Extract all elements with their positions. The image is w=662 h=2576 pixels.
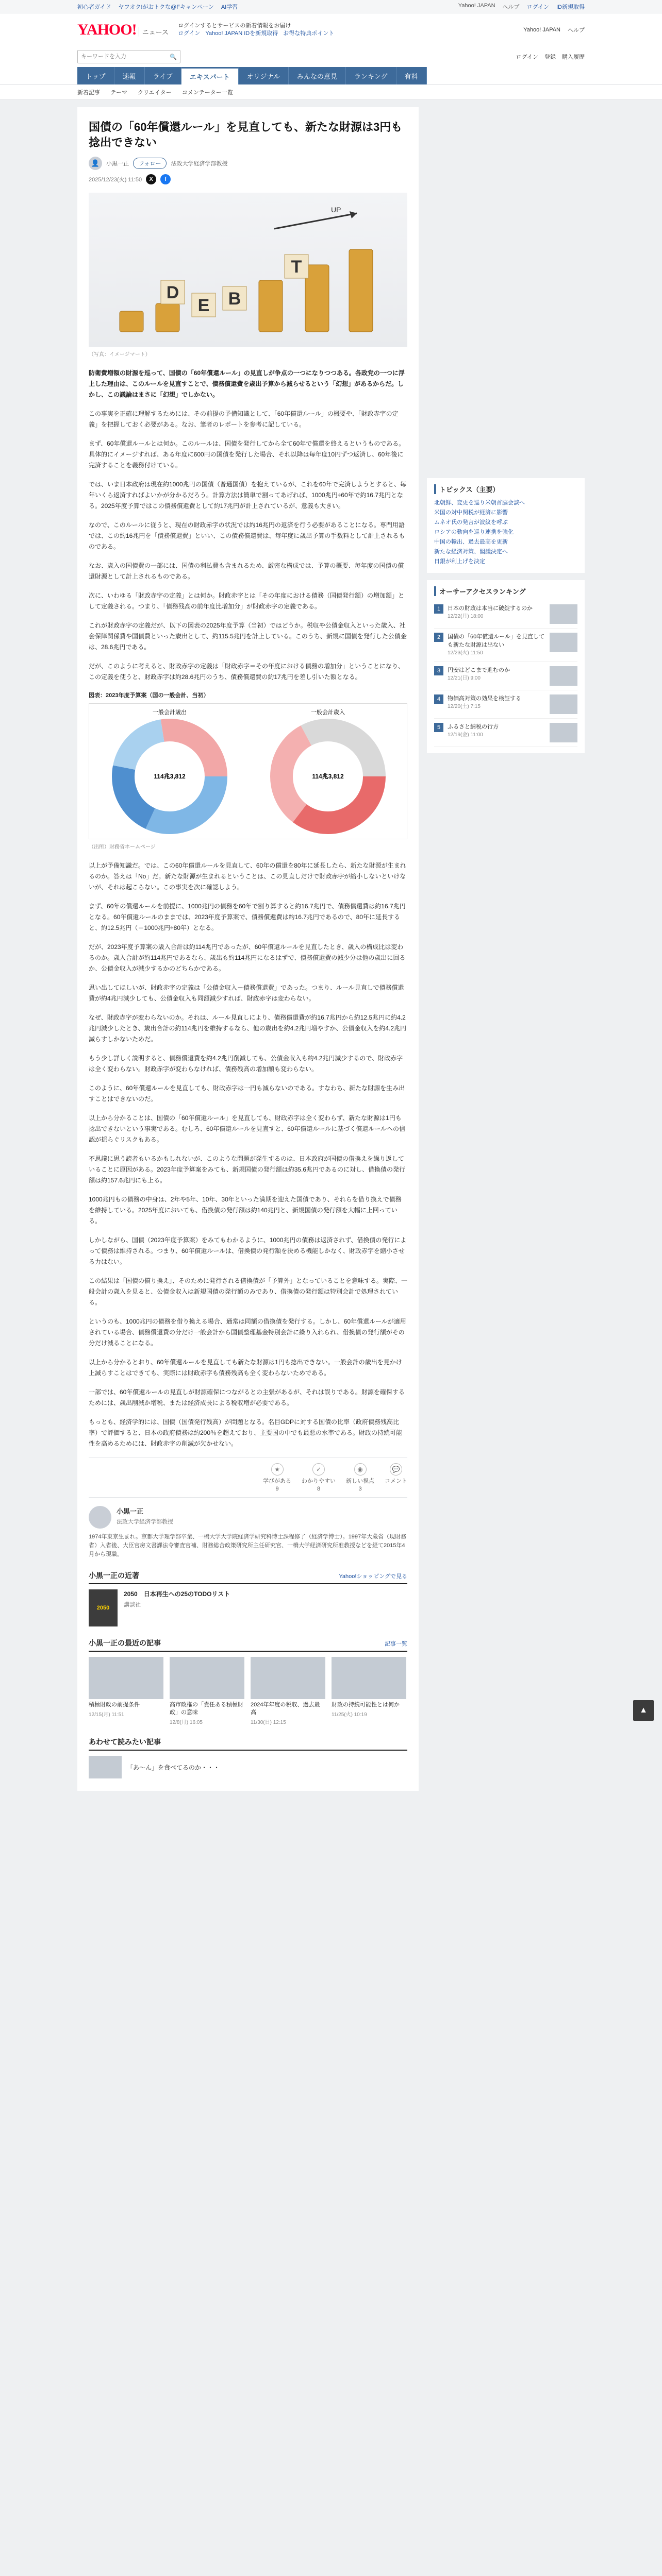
- recent-articles: [89, 1657, 407, 1725]
- paragraph: 以上から分かるとおり、60年償還ルールを見直しても新たな財源は1円も捻出できない。一般会計の歳出を見かけ上減らすことはできても、実際には財政赤字も債務残高も全く変わらないためである。: [89, 1359, 402, 1377]
- related-section-title: あわせて読みたい記事: [89, 1738, 161, 1746]
- header-benefit-link[interactable]: お得な特典ポイント: [283, 30, 335, 37]
- revenue-label: 一般会計歳入: [311, 709, 345, 716]
- recent-thumbnail: [170, 1657, 244, 1699]
- all-articles-link[interactable]: 記事一覧: [385, 1641, 407, 1647]
- figure-title: 図表：2023年度予算案（国の一般会計、当初）: [89, 692, 209, 699]
- reaction-clear[interactable]: [302, 1463, 336, 1492]
- account-login[interactable]: ログイン: [516, 54, 538, 60]
- reaction-bar: [89, 1458, 407, 1498]
- paragraph: というのも、1000兆円の債務を借り換える場合、通常は同額の借換債を発行する。しかし、60年償還ルールが適用されている場合、債務償還費の分だけ一般会計から国債整理基金特別会計に繰り入れられ、借換債の発行額がその分だけ減ることになる。: [89, 1318, 406, 1347]
- svg-text:E: E: [197, 296, 210, 315]
- paragraph: このように、60年償還ルールを見直しても、財政赤字は一円も減らないのである。すなわち、新たな財源を生み出すことはできないのだ。: [89, 1084, 405, 1103]
- recent-thumbnail: [332, 1657, 406, 1699]
- sidebar: [427, 107, 585, 1791]
- reaction-count: 9: [275, 1486, 279, 1492]
- svg-text:D: D: [166, 283, 179, 302]
- ranking-item[interactable]: [434, 662, 577, 690]
- topic-link[interactable]: 北朝鮮、変更を巡り米朝首脳会談へ: [434, 500, 525, 506]
- reaction-count: 3: [358, 1486, 362, 1492]
- tab-top[interactable]: トップ: [77, 67, 114, 84]
- profile-role: 法政大学経済学部教授: [117, 1519, 173, 1525]
- recent-date: 12/8(月) 16:05: [170, 1720, 203, 1725]
- svg-text:B: B: [228, 289, 241, 309]
- related-article[interactable]: [89, 1756, 407, 1778]
- topics-box: [427, 478, 585, 573]
- recent-date: 11/30(日) 12:15: [251, 1720, 286, 1725]
- tab-paid[interactable]: 有料: [396, 67, 427, 84]
- util-link-yahoo[interactable]: Yahoo! JAPAN: [458, 2, 495, 9]
- author-role: 法政大学経済学部教授: [171, 161, 228, 167]
- recent-article[interactable]: [170, 1657, 244, 1725]
- tab-breaking[interactable]: 速報: [114, 67, 145, 84]
- ranking-title: オーサーアクセスランキング: [434, 586, 577, 596]
- reaction-label: 新しい視点: [346, 1478, 374, 1484]
- svg-text:UP: UP: [331, 206, 341, 214]
- book-cover: 2050: [89, 1589, 118, 1626]
- util-link-login[interactable]: ログイン: [526, 4, 549, 10]
- author-avatar[interactable]: [89, 1506, 111, 1529]
- paragraph: これが財政赤字の定義だが、以下の図表の2025年度予算（当初）ではどうか。税収や公債金収入といった歳入、社会保障関係費や国債費といった歳出として、約115.5兆円を計上している。このうち、新規に国債を発行した公債金は、28.6兆円である。: [89, 622, 407, 651]
- related-thumbnail: [89, 1756, 122, 1778]
- rank-title: 物価高対策の効果を検証する: [448, 696, 521, 702]
- tab-original[interactable]: オリジナル: [239, 67, 289, 84]
- search-input[interactable]: [81, 54, 167, 60]
- paragraph: 思い出してほしいが、財政赤字の定義は「公債金収入－債務償還費」であった。つまり、ルール見直しで債務償還費が約4兆円減少しても、公債金収入も同額減少すれば、財政赤字は変わらない。: [89, 984, 404, 1002]
- topic-link[interactable]: ムネオ氏の発言が波紋を呼ぶ: [434, 519, 508, 526]
- x-share-icon[interactable]: X: [146, 174, 156, 184]
- rank-title: ふるさと納税の行方: [448, 724, 499, 730]
- recent-date: 11/25(火) 10:19: [332, 1712, 367, 1718]
- rank-date: 12/19(金) 11:00: [448, 732, 483, 738]
- related-section-header: [89, 1737, 407, 1751]
- avatar[interactable]: 👤: [89, 157, 102, 170]
- header-help-link[interactable]: ヘルプ: [568, 27, 585, 33]
- subnav-theme[interactable]: テーマ: [110, 89, 127, 96]
- book-item[interactable]: [89, 1589, 407, 1626]
- author-line: [89, 157, 407, 170]
- debt-coins-illustration: [89, 193, 407, 347]
- rank-number: 5: [434, 723, 443, 732]
- recent-thumbnail: [89, 1657, 163, 1699]
- facebook-share-icon[interactable]: f: [160, 174, 171, 184]
- reaction-label: 学びがある: [263, 1478, 291, 1484]
- tab-expert[interactable]: エキスパート: [181, 67, 239, 84]
- rank-thumbnail: [550, 723, 577, 742]
- paragraph: だが、2023年度予算案の歳入合計は約114兆円であったが、60年償還ルールを見直したとき、歳入の構成比は変わるのか。歳入合計が約114兆円であるなら、歳出も約114兆円になるはずで、債務償還費の減少分は他の歳出に回るか、公債金収入が減少するかのどちらかである。: [89, 943, 406, 972]
- rank-thumbnail: [550, 666, 577, 686]
- util-link-register[interactable]: ID新規取得: [556, 4, 585, 10]
- book-section-title: 小黒一正の近著: [89, 1571, 139, 1580]
- header-login-link[interactable]: ログイン: [177, 30, 201, 37]
- util-link-guide[interactable]: 初心者ガイド: [77, 4, 111, 10]
- subnav-commentator[interactable]: コメンテーター一覧: [181, 89, 233, 96]
- rank-thumbnail: [550, 694, 577, 714]
- header-notice: ログインするとサービスの新着情報をお届け: [177, 23, 291, 29]
- profile-description: 1974年東京生まれ。京都大学理学部卒業、一橋大学大学院経済学研究科博士課程修了（経済学博士）。1997年大蔵省（現財務省）入省後、大臣官房文書課法令審査官補、財務総合政策研究所主任研究官、一橋大学経済研究所准教授などを経て2015年4月から現職。: [89, 1534, 407, 1557]
- rank-title: 国債の「60年償還ルール」を見直しても新たな財源は出ない: [448, 634, 545, 648]
- search-row: [0, 46, 662, 67]
- follow-button[interactable]: フォロー: [133, 158, 167, 169]
- account-history[interactable]: 購入履歴: [562, 54, 585, 60]
- rank-date: 12/21(日) 9:00: [448, 675, 481, 681]
- subnav-creator[interactable]: クリエイター: [138, 89, 172, 96]
- rank-title: 円安はどこまで進むのか: [448, 667, 510, 673]
- search-icon[interactable]: 🔍: [170, 54, 177, 60]
- paragraph: では、いま日本政府は現在約1000兆円の国債（普通国債）を抱えているが、これを60年で完済しようとすると、毎年いくら返済すればよいかが分かるだろう。計算方法は簡単で割ってあげれば、1000兆円÷60年で約16.7兆円となる。2025年度予算ではこの債務償還費として約17兆円が計上されているが、意義も大きい。: [89, 481, 407, 510]
- figure-box: [89, 703, 407, 839]
- paragraph: まず、60年の償還ルールを前提に、1000兆円の債務を60年で割り算すると約16.7兆円で、債務償還費は約16.7兆円となる。60年償還ルールのままでは、2023年度予算案で、債務償還費は約16.7兆円であるので、80年に延長すると、約12.5兆円（＝1000兆円÷80年）となる。: [89, 903, 406, 931]
- util-link-campaign[interactable]: ヤフオク!がおトクな@Fキャンペーン: [118, 4, 214, 10]
- comment-label: コメント: [385, 1478, 407, 1484]
- related-caption: 「あ～ん」を食べてるのか・・・: [127, 1764, 220, 1771]
- date-line: [89, 174, 407, 184]
- book-section-header: [89, 1570, 407, 1584]
- subnav-new[interactable]: 新着記事: [77, 89, 100, 96]
- reaction-learn[interactable]: [263, 1463, 291, 1492]
- header-register-link[interactable]: Yahoo! JAPAN IDを新規取得: [205, 30, 278, 37]
- eye-icon: ◉: [354, 1463, 367, 1476]
- rank-date: 12/20(土) 7:15: [448, 704, 481, 709]
- rank-thumbnail: [550, 604, 577, 624]
- rank-date: 12/22(月) 18:00: [448, 614, 484, 619]
- article-date: 2025/12/23(火) 11:50: [89, 177, 142, 183]
- paragraph: だが、このように考えると、財政赤字の定義は「財政赤字＝その年度における債務の増加分」ということになり、この定義を使うと、財政赤字は約28.6兆円のうち、債務償還費の約17兆円を差し引いた額となる。: [89, 663, 405, 681]
- account-register[interactable]: 登録: [544, 54, 556, 60]
- rank-date: 12/23(火) 11:50: [448, 650, 483, 656]
- search-box: [77, 50, 180, 63]
- article-body-2: [89, 860, 407, 1449]
- recent-article[interactable]: [332, 1657, 406, 1725]
- paragraph: 1000兆円もの債務の中身は、2年や5年、10年、30年といった満期を迎えた国債であり、それらを借り換えで債務を維持している。2025年度においても、借換債の発行額は約140兆円と、新規国債の発行額を大幅に上回っている。: [89, 1196, 402, 1225]
- site-header: [0, 13, 662, 46]
- recent-article[interactable]: [89, 1657, 163, 1725]
- ranking-item[interactable]: [434, 719, 577, 747]
- header-links: [178, 22, 334, 38]
- util-link-help[interactable]: ヘルプ: [502, 4, 520, 10]
- comment-button[interactable]: [385, 1463, 407, 1492]
- sub-nav: [0, 84, 662, 100]
- paragraph: 以上が予備知識だ。では、この60年償還ルールを見直して、60年の償還を80年に延長したら、新たな財源が生まれるのか。答えは「No」だ。新たな財源が生まれるということは、この見直しだけで財政赤字が縮小しないといけないが、それは起こらない。この事実を次に確認しよう。: [89, 862, 406, 891]
- topic-link[interactable]: 新たな経済対策、閣議決定へ: [434, 549, 508, 555]
- profile-name[interactable]: 小黒一正: [117, 1507, 144, 1515]
- expenditure-donut: [92, 707, 245, 836]
- rank-title: 日本の財政は本当に破綻するのか: [448, 605, 533, 612]
- tab-ranking[interactable]: ランキング: [346, 67, 396, 84]
- revenue-donut: [251, 707, 404, 836]
- paragraph: 以上から分かることは、国債の「60年償還ルール」を見直しても、財政赤字は全く変わらず、新たな財源は1円も捻出できないという事実である。むしろ、60年償還ルールを見直すと、60年償還ルールに基づく償還ルールへの信認が揺らぐリスクもある。: [89, 1114, 405, 1143]
- revenue-total: 114兆3,812: [312, 773, 344, 780]
- topic-link[interactable]: 中国の輸出、過去最高を更新: [434, 539, 508, 545]
- paragraph: しかしながら、国債（2023年度予算案）をみてもわかるように、1000兆円の債務は返済されず、借換債の発行によって債務は維持される。つまり、60年償還ルールは、借換債の発行額を決める機能しかなく、財政赤字を縮小させる力はない。: [89, 1236, 407, 1265]
- author-name[interactable]: 小黒一正: [106, 161, 129, 167]
- ranking-item[interactable]: [434, 600, 577, 629]
- reaction-label: わかりやすい: [302, 1478, 336, 1484]
- utility-bar: [0, 0, 662, 13]
- page-top-button[interactable]: ▲: [633, 1700, 654, 1721]
- recent-caption: 財政の持続可能性とは何か: [332, 1702, 400, 1708]
- rank-number: 1: [434, 604, 443, 614]
- paragraph: この事実を正確に理解するためには、その前提の予備知識として、「60年償還ルール」の概要や、「財政赤字の定義」を把握しておく必要がある。なお、筆者のレポートを参考に記している。: [89, 410, 399, 428]
- recent-caption: 高市政権の「責任ある積極財政」の意味: [170, 1702, 243, 1716]
- paragraph: この結果は「国債の償り換え」、そのために発行される借換債が「予算外」となっていることを意味する。実際、一般会計の歳入を見ると、公債金収入は新規国債の発行額のみであり、借換債の発行額は特別会計で処理されている。: [89, 1277, 408, 1306]
- reaction-new-view[interactable]: [346, 1463, 374, 1492]
- recent-thumbnail: [251, 1657, 325, 1699]
- hero-image: [89, 193, 407, 347]
- article-body: [89, 368, 407, 683]
- comment-icon: 💬: [390, 1463, 402, 1476]
- recent-article[interactable]: [251, 1657, 325, 1725]
- paragraph: なので、このルールに従うと、現在の財政赤字の状況では約16兆円の返済を行う必要があることになる。専門用語では、この約16兆円を「債務償還費」といい、この債務償還費は、毎年度に歳出予算の手数料として計上されるものである。: [89, 521, 405, 550]
- tab-opinion[interactable]: みんなの意見: [289, 67, 346, 84]
- paragraph: もっとも、経済学的には、国債（国債発行残高）が問題となる。名目GDPに対する国債の比率（政府債務残高比率）で評価すると、日本の政府債務は約200％を超えており、主要国の中でも最悪の水準である。財政の持続可能性を高めるためには、財政赤字の削減が欠かせない。: [89, 1418, 403, 1447]
- reaction-count: 8: [317, 1486, 321, 1492]
- paragraph: まず、60年償還ルールとは何か。このルールは、国債を発行してから全て60年で償還を終えるというものである。具体的にイメージすれば、ある年度に600円の国債を発行した場合、それ以降は毎年度10円ずつ返済し、60年後に完済することを義務付けている。: [89, 440, 405, 469]
- paragraph: 防衛費増額の財源を巡って、国債の「60年償還ルール」の見直しが争点の一つになりつつある。各政党の一つに浮上した理由は、このルールを見直すことで、債務償還費を歳出予算から減らせるという「幻想」があるからだ。しかし、この議論はまさに「幻想」でしかない。: [89, 369, 405, 398]
- rank-number: 4: [434, 694, 443, 704]
- book-meta: 講談社: [124, 1602, 141, 1608]
- book-title: 2050 日本再生への25のTODOリスト: [124, 1590, 230, 1598]
- paragraph: なお、歳入の国債費の一部には、国債の利払費も含まれるため、厳密な構成では、予算の概要、毎年度の国債の償還財源として計上されるものである。: [89, 562, 404, 580]
- rank-thumbnail: [550, 633, 577, 652]
- logo-subtitle: ニュース: [139, 27, 169, 37]
- logo-text: YAHOO!: [77, 21, 137, 38]
- rank-number: 2: [434, 633, 443, 642]
- check-icon: ✓: [312, 1463, 325, 1476]
- paragraph: なぜ、財政赤字が変わらないのか。それは、ルール見直しにより、債務償還費が約16.7兆円から約12.5兆円に約4.2兆円減少したとき、歳出合計の約114兆円を維持するなら、他の歳出を約4.2兆円増やすか、公債金収入を約4.2兆円減らすしかないためだ。: [89, 1014, 407, 1043]
- recent-section-header: [89, 1638, 407, 1652]
- paragraph: 一部では、60年償還ルールの見直しが財源確保につながるとの主張があるが、それは誤りである。財源を確保するためには、歳出削減か増税、または経済成長による税収増が必要である。: [89, 1388, 405, 1406]
- recent-date: 12/15(月) 11:51: [89, 1712, 124, 1718]
- lightbulb-icon: ★: [271, 1463, 284, 1476]
- header-yahoo-link[interactable]: Yahoo! JAPAN: [523, 27, 560, 33]
- ranking-item[interactable]: [434, 629, 577, 662]
- article-main: [77, 107, 419, 1791]
- author-profile: [89, 1506, 407, 1529]
- util-link-ai[interactable]: AI学習: [221, 4, 238, 10]
- recent-section-title: 小黒一正の最近の記事: [89, 1639, 161, 1647]
- main-nav: [0, 67, 662, 84]
- ranking-box: [427, 580, 585, 753]
- photo-caption: （写真：イメージマート）: [89, 352, 151, 358]
- budget-figure: [89, 691, 407, 850]
- recent-caption: 2024年年度の税収、過去最高: [251, 1702, 320, 1716]
- recent-caption: 積極財政の前提条件: [89, 1702, 140, 1708]
- topic-link[interactable]: ロシアの動向を巡り連携を強化: [434, 529, 514, 535]
- rank-number: 3: [434, 666, 443, 675]
- expenditure-label: 一般会計歳出: [153, 709, 187, 716]
- svg-text:T: T: [291, 257, 302, 277]
- expenditure-total: 114兆3,812: [154, 773, 186, 780]
- topic-link[interactable]: 日銀が利上げを決定: [434, 558, 485, 565]
- paragraph: もう少し詳しく説明すると、債務償還費を約4.2兆円削減しても、公債金収入も約4.2兆円減少するので、財政赤字は全く変わらない。財政赤字が変わらなければ、債務残高の増加額も変わらない。: [89, 1055, 403, 1073]
- topics-title: トピックス（主要）: [434, 484, 577, 494]
- site-logo[interactable]: [77, 21, 169, 39]
- paragraph: 次に、いわゆる「財政赤字の定義」とは何か。財政赤字とは「その年度における債務（国債発行額）の増加額」として定義される。つまり、「債務残高の前年度比増加分」が財政赤字の定義である。: [89, 592, 405, 610]
- figure-source: （出所）財務省ホームページ: [89, 844, 156, 850]
- article-title: 国債の「60年償還ルール」を見直しても、新たな財源は3円も捻出できない: [89, 121, 403, 149]
- ranking-item[interactable]: [434, 690, 577, 719]
- topic-link[interactable]: 米国の対中関税が経済に影響: [434, 510, 508, 516]
- tab-live[interactable]: ライブ: [145, 67, 181, 84]
- paragraph: 不思議に思う読者もいるかもしれないが、このような問題が発生するのは、日本政府が国債の借換えを繰り返していることに原因がある。2023年度予算案をみても、新規国債の発行額は約35.6兆円であるのに対し、借換債の発行額は約157.6兆円にも上る。: [89, 1155, 406, 1184]
- shopping-link[interactable]: Yahoo!ショッピングで見る: [339, 1573, 407, 1580]
